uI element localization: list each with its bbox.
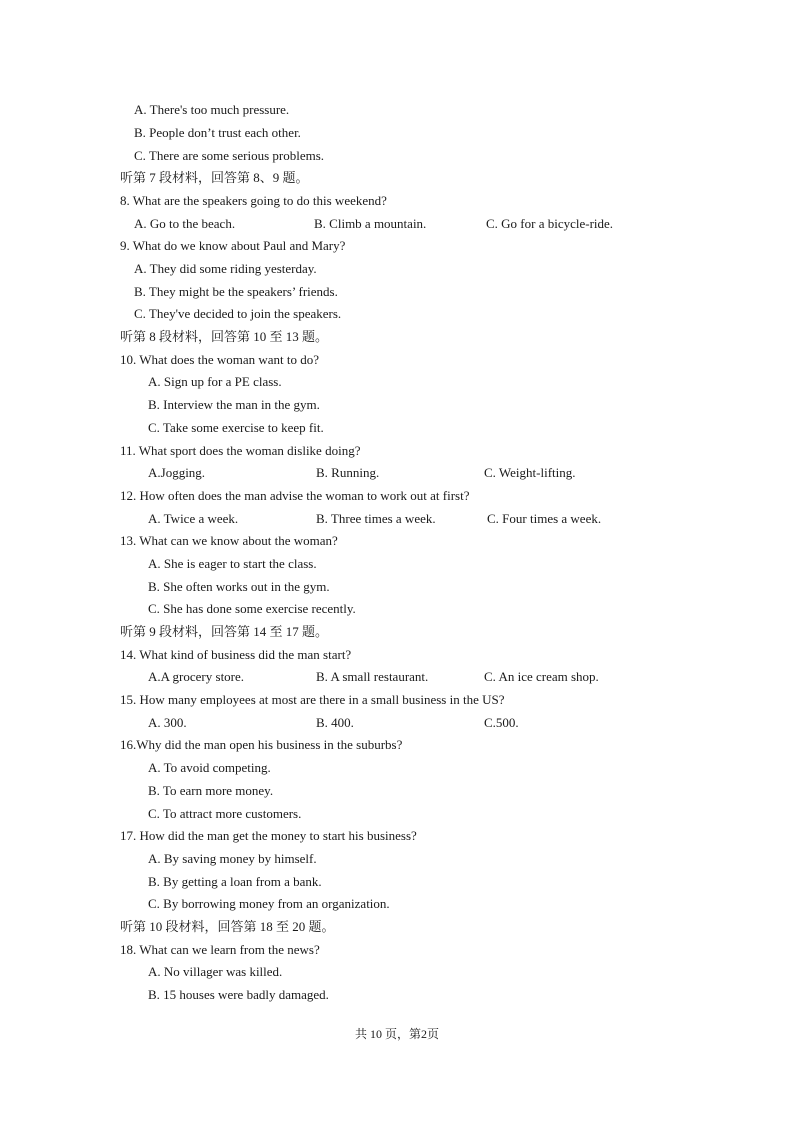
page-footer: 共 10 页，第2页 — [355, 1027, 440, 1041]
question-8: 8. What are the speakers going to do this weekend? — [120, 193, 387, 208]
q15-option-c: C.500. — [484, 715, 519, 730]
q14-option-c: C. An ice cream shop. — [484, 669, 599, 684]
q14-option-b: B. A small restaurant. — [316, 669, 429, 684]
section-heading-9: 听第 9 段材料，回答第 14 至 17 题。 — [120, 624, 329, 639]
q15-option-b: B. 400. — [316, 715, 354, 730]
q10-option-a: A. Sign up for a PE class. — [148, 374, 282, 389]
q12-option-a: A. Twice a week. — [148, 511, 239, 526]
question-10: 10. What does the woman want to do? — [120, 352, 320, 367]
q9-option-b: B. They might be the speakers’ friends. — [134, 284, 338, 299]
q18-option-b: B. 15 houses were badly damaged. — [148, 987, 329, 1002]
q18-option-a: A. No villager was killed. — [148, 964, 283, 979]
q9-option-c: C. They've decided to join the speakers. — [134, 306, 342, 321]
q13-option-b: B. She often works out in the gym. — [148, 579, 330, 594]
q8-option-a: A. Go to the beach. — [134, 216, 236, 231]
section-heading-8: 听第 8 段材料，回答第 10 至 13 题。 — [120, 329, 329, 344]
question-15: 15. How many employees at most are there in a small business in the US? — [120, 692, 505, 707]
q16-option-b: B. To earn more money. — [148, 783, 274, 798]
q17-option-b: B. By getting a loan from a bank. — [148, 874, 322, 889]
q7-option-a: A. There's too much pressure. — [134, 102, 290, 117]
q14-option-a: A.A grocery store. — [148, 669, 245, 684]
q15-option-a: A. 300. — [148, 715, 187, 730]
q12-option-c: C. Four times a week. — [487, 511, 602, 526]
q16-option-c: C. To attract more customers. — [148, 806, 302, 821]
q16-option-a: A. To avoid competing. — [148, 760, 271, 775]
q17-option-c: C. By borrowing money from an organization. — [148, 896, 390, 911]
question-11: 11. What sport does the woman dislike doing? — [120, 443, 361, 458]
question-16: 16.Why did the man open his business in the suburbs? — [120, 737, 403, 752]
question-12: 12. How often does the man advise the woman to work out at first? — [120, 488, 470, 503]
question-17: 17. How did the man get the money to start his business? — [120, 828, 417, 843]
q13-option-c: C. She has done some exercise recently. — [148, 601, 356, 616]
q9-option-a: A. They did some riding yesterday. — [134, 261, 317, 276]
question-9: 9. What do we know about Paul and Mary? — [120, 238, 346, 253]
q13-option-a: A. She is eager to start the class. — [148, 556, 317, 571]
section-heading-7: 听第 7 段材料，回答第 8、9 题。 — [120, 170, 309, 185]
q10-option-c: C. Take some exercise to keep fit. — [148, 420, 324, 435]
q17-option-a: A. By saving money by himself. — [148, 851, 317, 866]
q8-option-c: C. Go for a bicycle-ride. — [486, 216, 614, 231]
question-18: 18. What can we learn from the news? — [120, 942, 320, 957]
section-heading-10: 听第 10 段材料，回答第 18 至 20 题。 — [120, 919, 335, 934]
q11-option-a: A.Jogging. — [148, 465, 206, 480]
q8-option-b: B. Climb a mountain. — [314, 216, 427, 231]
q12-option-b: B. Three times a week. — [316, 511, 436, 526]
q11-option-b: B. Running. — [316, 465, 380, 480]
question-13: 13. What can we know about the woman? — [120, 533, 338, 548]
q7-option-c: C. There are some serious problems. — [134, 148, 325, 163]
q7-option-b: B. People don’t trust each other. — [134, 125, 301, 140]
question-14: 14. What kind of business did the man start? — [120, 647, 352, 662]
q11-option-c: C. Weight-lifting. — [484, 465, 576, 480]
q10-option-b: B. Interview the man in the gym. — [148, 397, 320, 412]
